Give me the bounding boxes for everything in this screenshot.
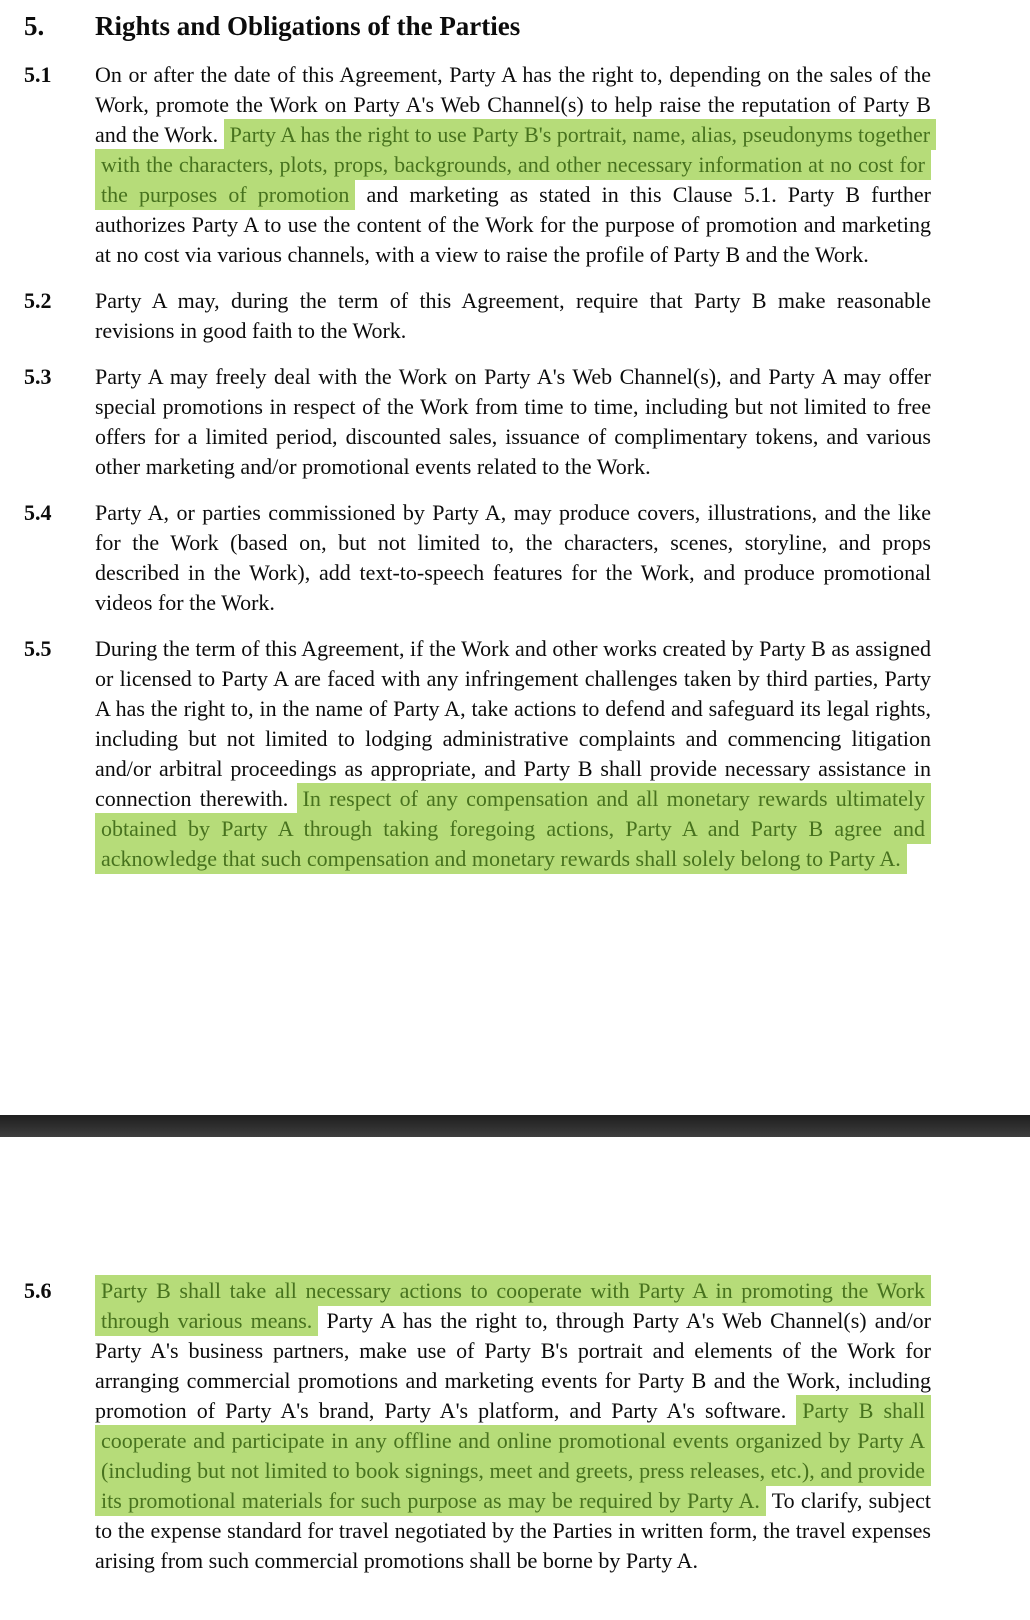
clause-text [95, 362, 931, 482]
clause-number: 5.4 [24, 500, 52, 525]
clause-number: 5.1 [24, 62, 52, 87]
clause-number: 5.2 [24, 288, 52, 313]
section-title: Rights and Obligations of the Parties [95, 11, 521, 41]
clause-5-4 [0, 498, 1030, 618]
clause-5-3 [0, 362, 1030, 482]
clause-text [95, 1276, 931, 1576]
section-heading [0, 0, 1030, 44]
text-segment: Party A has the right to, through Party A's Web Channel(s) and/or Party A's business partners, make use of Party B's portrait and elements of the Work for arranging commercial promotions and marketing events for Party B and the Work, including promotion of Party A's brand, Party A's platform, and Party A's software. [95, 1308, 932, 1423]
clause-5-1 [0, 60, 1030, 270]
clause-text [95, 634, 931, 874]
clause-5-6 [0, 1276, 1030, 1576]
text-segment: During the term of this Agreement, if the Work and other works created by Party B as assigned or licensed to Party A are faced with any infringement challenges taken by third parties, Party A has the right to, in the name of Party A, take actions to defend and safeguard its legal rights, including but not limited to lodging administrative complaints and commencing litigation and/or arbitral proceedings as appropriate, and Party B shall provide necessary assistance in connection therewith. [95, 636, 931, 811]
clause-number: 5.3 [24, 364, 52, 389]
highlighted-text-segment: Party B shall take all necessary actions to cooperate with Party A in promoting the Work through various means. [95, 1275, 931, 1336]
section-number: 5. [24, 11, 45, 41]
clause-text [95, 286, 931, 346]
clause-5-2 [0, 286, 1030, 346]
clause-5-5 [0, 634, 1030, 874]
clause-text [95, 498, 931, 618]
text-segment: To clarify, subject to the expense standard for travel negotiated by the Parties in written form, the travel expenses arising from such commercial promotions shall be borne by Party A. [95, 1488, 931, 1573]
highlighted-text-segment: In respect of any compensation and all monetary rewards ultimately obtained by Party A through taking foregoing actions, Party A and Party B agree and acknowledge that such compensation and monetary rewards shall solely belong to Party A. [95, 783, 931, 874]
highlighted-text-segment: Party A has the right to use Party B's portrait, name, alias, pseudonyms together with the characters, plots, props, backgrounds, and other necessary information at no cost for the purposes of promotion [95, 119, 936, 210]
page-2-content [0, 1276, 1030, 1576]
text-segment: Party A may freely deal with the Work on Party A's Web Channel(s), and Party A may offer special promotions in respect of the Work from time to time, including but not limited to free offers for a limited period, discounted sales, issuance of complimentary tokens, and various other marketing and/or promotional events related to the Work. [95, 364, 931, 479]
text-segment: and marketing as stated in this Clause 5.1. Party B further authorizes Party A to use the content of the Work for the purpose of promotion and marketing at no cost via various channels, with a view to raise the profile of Party B and the Work. [95, 182, 931, 267]
clause-number: 5.6 [24, 1278, 52, 1303]
clause-number: 5.5 [24, 636, 52, 661]
highlighted-text-segment: Party B shall cooperate and participate in any offline and online promotional events organized by Party A (including but not limited to book signings, meet and greets, press releases, etc.), and provide its promotional materials for such purpose as may be required by Party A. [95, 1395, 931, 1516]
page-break-bar [0, 1115, 1030, 1137]
text-segment: Party A may, during the term of this Agreement, require that Party B make reasonable revisions in good faith to the Work. [95, 288, 931, 343]
text-segment: Party A, or parties commissioned by Party A, may produce covers, illustrations, and the like for the Work (based on, but not limited to, the characters, scenes, storyline, and props described in the Work), add text-to-speech features for the Work, and produce promotional videos for the Work. [95, 500, 931, 615]
text-segment: On or after the date of this Agreement, Party A has the right to, depending on the sales of the Work, promote the Work on Party A's Web Channel(s) to help raise the reputation of Party B and the Work. [95, 62, 931, 147]
clause-text [95, 60, 931, 270]
